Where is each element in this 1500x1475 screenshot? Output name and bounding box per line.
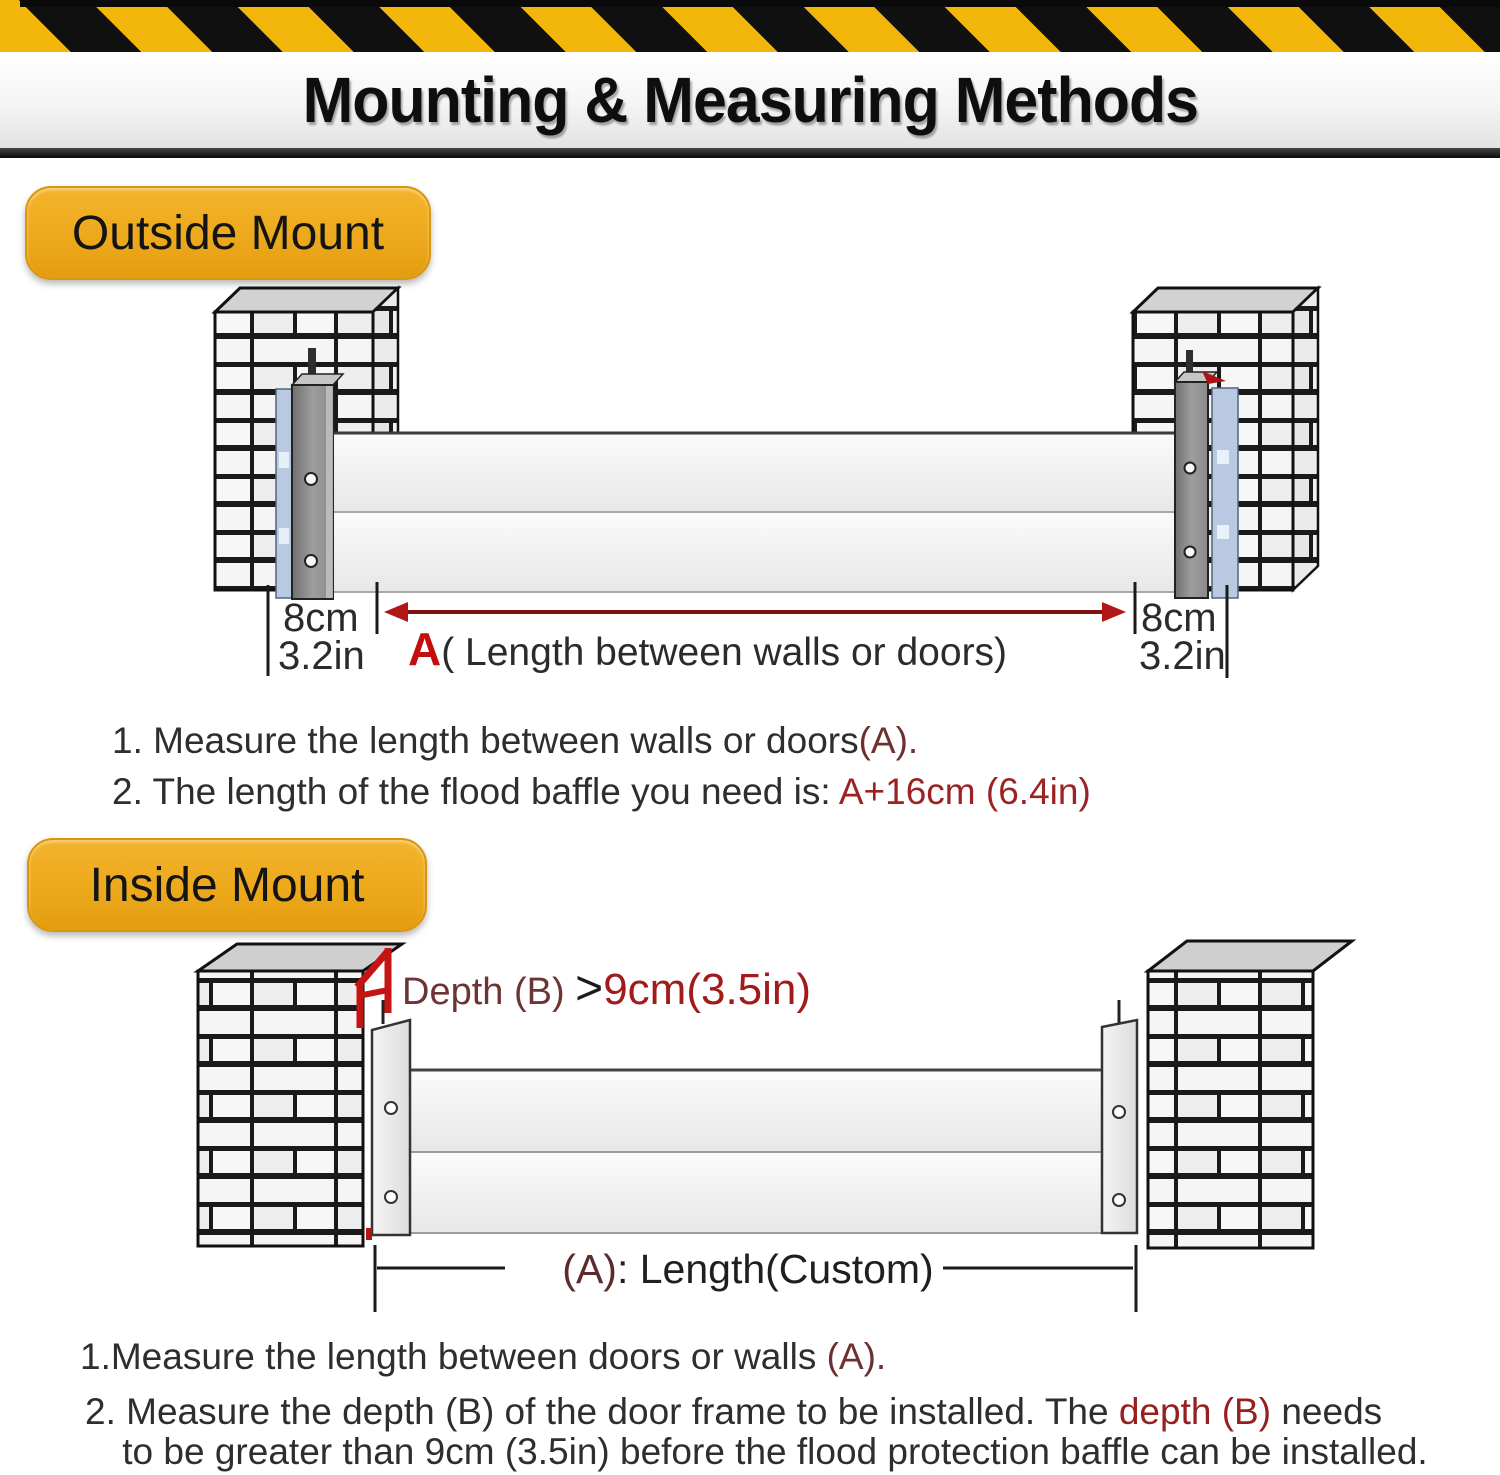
screw-hole-icon — [1113, 1194, 1125, 1206]
screw-hole-icon — [385, 1102, 397, 1114]
screw-hole-icon — [305, 473, 317, 485]
left-dim-cm: 8cm — [283, 596, 359, 640]
inside-span-label: (A): Length(Custom) — [562, 1246, 934, 1292]
inside-right-channel — [1102, 1000, 1137, 1233]
inside-step-1-text: 1.Measure the length between doors or walls — [80, 1336, 827, 1377]
right-dim-in: 3.2in — [1139, 634, 1226, 678]
outside-step-2 — [112, 771, 1091, 813]
depth-annotation: Depth (B) >9cm(3.5in) — [402, 962, 812, 1015]
span-arrow-icon — [384, 602, 1126, 622]
screw-hole-icon — [305, 555, 317, 567]
inside-step-2-line-1 — [85, 1391, 1382, 1433]
inside-mount-badge-label: Inside Mount — [89, 858, 365, 912]
right-dim-cm: 8cm — [1141, 596, 1217, 640]
left-dim-in: 3.2in — [278, 634, 365, 678]
title-divider-bar — [0, 148, 1500, 158]
outside-mount-diagram — [0, 280, 1500, 690]
outside-step-1 — [112, 720, 918, 762]
inside-step-1 — [80, 1336, 886, 1378]
inside-step-2-highlight: depth (B) — [1118, 1391, 1272, 1432]
outside-mount-badge-label: Outside Mount — [71, 206, 385, 260]
inside-step-2-line-2-text: to be greater than 9cm (3.5in) before the flood protection baffle can be installed. — [122, 1431, 1428, 1472]
flood-barrier-panels-inside — [410, 1070, 1102, 1233]
inside-right-pillar — [1148, 941, 1352, 1248]
span-label: A( Length between walls or doors) — [408, 623, 1008, 675]
inside-step-2-suffix: needs — [1271, 1391, 1383, 1432]
outside-step-2-text: 2. The length of the flood baffle you need is: — [112, 771, 839, 812]
outside-step-2-highlight: A+16cm (6.4in) — [838, 771, 1091, 812]
hazard-stripe-banner — [0, 0, 1500, 52]
inside-step-1-highlight: (A). — [826, 1336, 887, 1377]
screw-hole-icon — [1185, 463, 1196, 474]
outside-mount-badge — [25, 186, 431, 280]
inside-left-channel — [366, 1000, 410, 1240]
inside-mount-badge — [27, 838, 427, 932]
title-band — [0, 52, 1500, 148]
screw-hole-icon — [1113, 1106, 1125, 1118]
page-title: Mounting & Measuring Methods — [302, 64, 1198, 136]
outside-step-1-highlight: (A). — [858, 720, 919, 761]
outside-step-1-text: 1. Measure the length between walls or doors — [112, 720, 859, 761]
inside-mount-diagram — [0, 935, 1500, 1315]
inside-step-2-text: 2. Measure the depth (B) of the door frame to be installed. The — [85, 1391, 1119, 1432]
screw-hole-icon — [1185, 547, 1196, 558]
inside-step-2-line-2 — [70, 1431, 1480, 1473]
flood-barrier-panels — [333, 433, 1175, 592]
screw-hole-icon — [385, 1191, 397, 1203]
hazard-top-bar — [20, 0, 1500, 7]
